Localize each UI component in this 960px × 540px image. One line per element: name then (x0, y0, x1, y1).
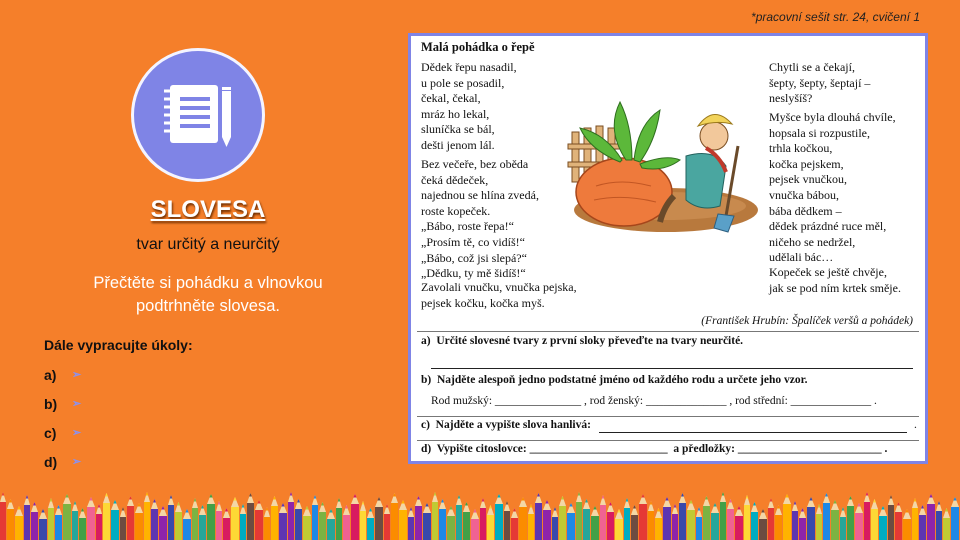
pencil-decoration (135, 503, 143, 540)
poem-stanza: Zavolali vnučku, vnučka pejska, pejsek kočku, kočka myš. (421, 280, 577, 310)
pencil-decoration (408, 507, 414, 540)
question-b-answers: Rod mužský: _______________ , rod ženský: ______________ , rod střední: ______________ . (431, 395, 877, 407)
pencil-decoration (687, 500, 695, 540)
pencil-decoration (231, 497, 239, 540)
pencil-decoration (0, 492, 6, 540)
pencil-decoration (192, 498, 198, 540)
pencil-decoration (207, 494, 215, 540)
pencil-decoration (607, 502, 614, 540)
pencil-decoration (919, 505, 926, 540)
pencil-decoration (559, 496, 566, 540)
pencil-decoration (799, 508, 806, 540)
pencil-decoration (631, 505, 638, 540)
pencil-decoration (223, 508, 230, 540)
pencil-decoration (39, 509, 47, 540)
pencil-decoration (295, 499, 302, 540)
pencil-decoration (151, 499, 158, 540)
pencil-decoration (895, 502, 902, 540)
pencil-decoration (31, 502, 38, 540)
pencil-decoration (423, 503, 431, 540)
pencil-decoration (120, 507, 126, 540)
turnip-illustration (566, 96, 766, 236)
pencil-decoration (807, 497, 815, 540)
pencil-decoration (439, 499, 446, 540)
pencil-decoration (903, 509, 911, 540)
answer-line (599, 432, 907, 433)
question-d: d) Vypište citoslovce: ________________________ a předložky: _________________________ . (421, 443, 888, 455)
task-label: d) (44, 454, 58, 470)
poem-author: (František Hrubín: Špalíček veršů a pohádek) (701, 315, 913, 327)
pencil-decoration (567, 503, 575, 540)
pencil-decoration (312, 495, 318, 540)
pencil-decoration (624, 498, 630, 540)
pencil-decoration (576, 492, 582, 540)
pencil-decoration (264, 507, 270, 540)
tasks-heading: Dále vypracujte úkoly: (44, 337, 193, 353)
pencil-decoration (343, 505, 350, 540)
pencil-decoration (823, 493, 830, 540)
pencil-decoration (768, 498, 774, 540)
pencil-decoration (936, 501, 942, 540)
task-label: a) (44, 367, 57, 383)
worksheet-panel (408, 33, 928, 464)
bullet-icon: ➢ (72, 369, 82, 381)
instruction-text: Přečtěte si pohádku a vlnovkou podtrhněte slovesa. (93, 274, 323, 315)
pencil-decoration (7, 499, 14, 540)
pencil-decoration (639, 494, 647, 540)
pencil-decoration (759, 509, 767, 540)
pencil-decoration (271, 496, 278, 540)
pencil-decoration (63, 494, 71, 540)
pencil-decoration (879, 506, 887, 540)
task-item (44, 454, 82, 470)
poem-stanza: Bez večeře, bez oběda čeká dědeček, najednou se hlína zvedá, roste kopeček. „Bábo, roste řepa!“ „Prosím tě, co vidíš!“ „Bábo, což jsi slepá?“ „Dědku, ty mě šidíš!“ (421, 157, 539, 281)
pencil-decoration (456, 495, 462, 540)
pencil-decoration (447, 506, 455, 540)
task-label: c) (44, 425, 57, 441)
bullet-icon: ➢ (72, 456, 82, 468)
question-a: a) Určité slovesné tvary z první sloky převeďte na tvary neurčité. (421, 335, 744, 347)
pencil-decoration (55, 505, 62, 540)
pencil-decoration (463, 502, 470, 540)
pencil-decoration (87, 497, 95, 540)
task-label: b) (44, 396, 58, 412)
pencil-decoration (655, 508, 662, 540)
workbook-reference-note: *pracovní sešit str. 24, cvičení 1 (751, 10, 920, 24)
poem-stanza: Chytli se a čekají, šepty, šepty, šeptají – neslyšíš? (769, 60, 871, 106)
pencil-decoration (111, 500, 119, 540)
pencil-decoration (519, 497, 527, 540)
task-item (44, 396, 82, 412)
page-title: SLOVESA (150, 196, 266, 223)
pencil-decoration (735, 506, 743, 540)
task-item (44, 425, 82, 441)
pencil-decoration (480, 498, 486, 540)
pencil-decoration (327, 509, 335, 540)
pencil-decoration (663, 497, 671, 540)
notebook-pencil-icon (134, 51, 262, 179)
pencil-decoration (816, 504, 822, 540)
pencil-decoration (144, 492, 150, 540)
pencil-decoration (72, 501, 78, 540)
pencil-decoration (375, 497, 383, 540)
pencil-decoration (583, 499, 590, 540)
pencil-decoration (96, 504, 102, 540)
pencil-decoration (391, 493, 398, 540)
pencil-decoration (792, 501, 798, 540)
pencil-decoration (672, 504, 678, 540)
pencil-decoration (24, 495, 30, 540)
pencil-decoration (103, 493, 110, 540)
bullet-icon: ➢ (72, 398, 82, 410)
pencil-decoration (399, 500, 407, 540)
pencil-decoration (159, 506, 167, 540)
pencil-decoration (927, 494, 935, 540)
pencil-decoration (216, 501, 222, 540)
pencil-decoration (847, 496, 854, 540)
pencil-decoration (367, 508, 374, 540)
pencil-decoration (783, 494, 791, 540)
pencil-decoration (775, 505, 782, 540)
pencil-decoration (864, 492, 870, 540)
pencil-decoration (303, 506, 311, 540)
pencil-decoration (696, 507, 702, 540)
page-subtitle: tvar určitý a neurčitý (136, 236, 280, 253)
pencil-decoration (504, 501, 510, 540)
pencil-decoration (591, 506, 599, 540)
pencil-decoration (711, 503, 719, 540)
poem-stanza: Myšce byla dlouhá chvíle, hopsala si rozpustile, trhla kočkou, kočka pejskem, pejsek vnučkou, vnučka bábou, bába dědkem – dědek prázdné ruce měl, ničeho se nedržel, udělali bác… (769, 110, 896, 265)
pencil-decoration (888, 495, 894, 540)
divider (417, 416, 919, 417)
pencil-decoration (727, 499, 734, 540)
pencil-decoration (175, 502, 182, 540)
pencil-decoration (279, 503, 287, 540)
pencil-decoration (351, 494, 359, 540)
pencil-decoration (487, 505, 494, 540)
pencil-decoration (855, 503, 863, 540)
pencil-decoration (615, 509, 623, 540)
pencil-decoration (415, 496, 422, 540)
pencil-decoration (319, 502, 326, 540)
pencil-decoration (495, 494, 503, 540)
question-c: c) Najděte a vypište slova hanlivá: (421, 419, 594, 431)
pencil-decoration (199, 505, 206, 540)
answer-line (431, 368, 913, 369)
pencil-decoration (720, 492, 726, 540)
pencil-decoration (751, 502, 758, 540)
colored-pencils-border (0, 482, 960, 540)
pencil-decoration (432, 492, 438, 540)
pencil-decoration (552, 507, 558, 540)
divider (417, 331, 919, 332)
pencil-decoration (535, 493, 542, 540)
pencil-decoration (360, 501, 366, 540)
pencil-decoration (168, 495, 174, 540)
poem-title: Malá pohádka o řepě (421, 40, 535, 54)
pencil-decoration (703, 496, 710, 540)
poem-stanza: Dědek řepu nasadil, u pole se posadil, čekal, čekal, mráz ho lekal, sluníčka se bál, dešti jenom lál. (421, 60, 517, 152)
pencil-decoration (247, 493, 254, 540)
question-c-end: . (914, 419, 917, 431)
pencil-decoration (840, 507, 846, 540)
pencil-decoration (127, 496, 134, 540)
pencil-decoration (384, 504, 390, 540)
pencil-decoration (511, 508, 518, 540)
pencil-decoration (744, 495, 750, 540)
pencil-decoration (648, 501, 654, 540)
pencil-decoration (15, 506, 23, 540)
task-item (44, 367, 82, 383)
pencil-decoration (471, 509, 479, 540)
notebook-icon-circle (131, 48, 265, 182)
pencil-decoration (600, 495, 606, 540)
pencil-decoration (871, 499, 878, 540)
pencil-decoration (288, 492, 294, 540)
pencil-decoration (943, 508, 950, 540)
divider (417, 440, 919, 441)
pencil-decoration (240, 504, 246, 540)
pencil-decoration (951, 497, 959, 540)
bullet-icon: ➢ (72, 427, 82, 439)
pencil-decoration (912, 498, 918, 540)
pencil-decoration (679, 493, 686, 540)
poem-stanza: Kopeček se ještě chvěje, jak se pod ním krtek směje. (769, 265, 901, 295)
pencil-decoration (336, 498, 342, 540)
pencil-decoration (79, 508, 86, 540)
pencil-decoration (831, 500, 839, 540)
pencil-decoration (183, 509, 191, 540)
pencil-decoration (543, 500, 551, 540)
pencil-decoration (48, 498, 54, 540)
question-b: b) Najděte alespoň jedno podstatné jméno od každého rodu a určete jeho vzor. (421, 374, 808, 386)
pencil-decoration (255, 500, 263, 540)
pencil-decoration (528, 504, 534, 540)
